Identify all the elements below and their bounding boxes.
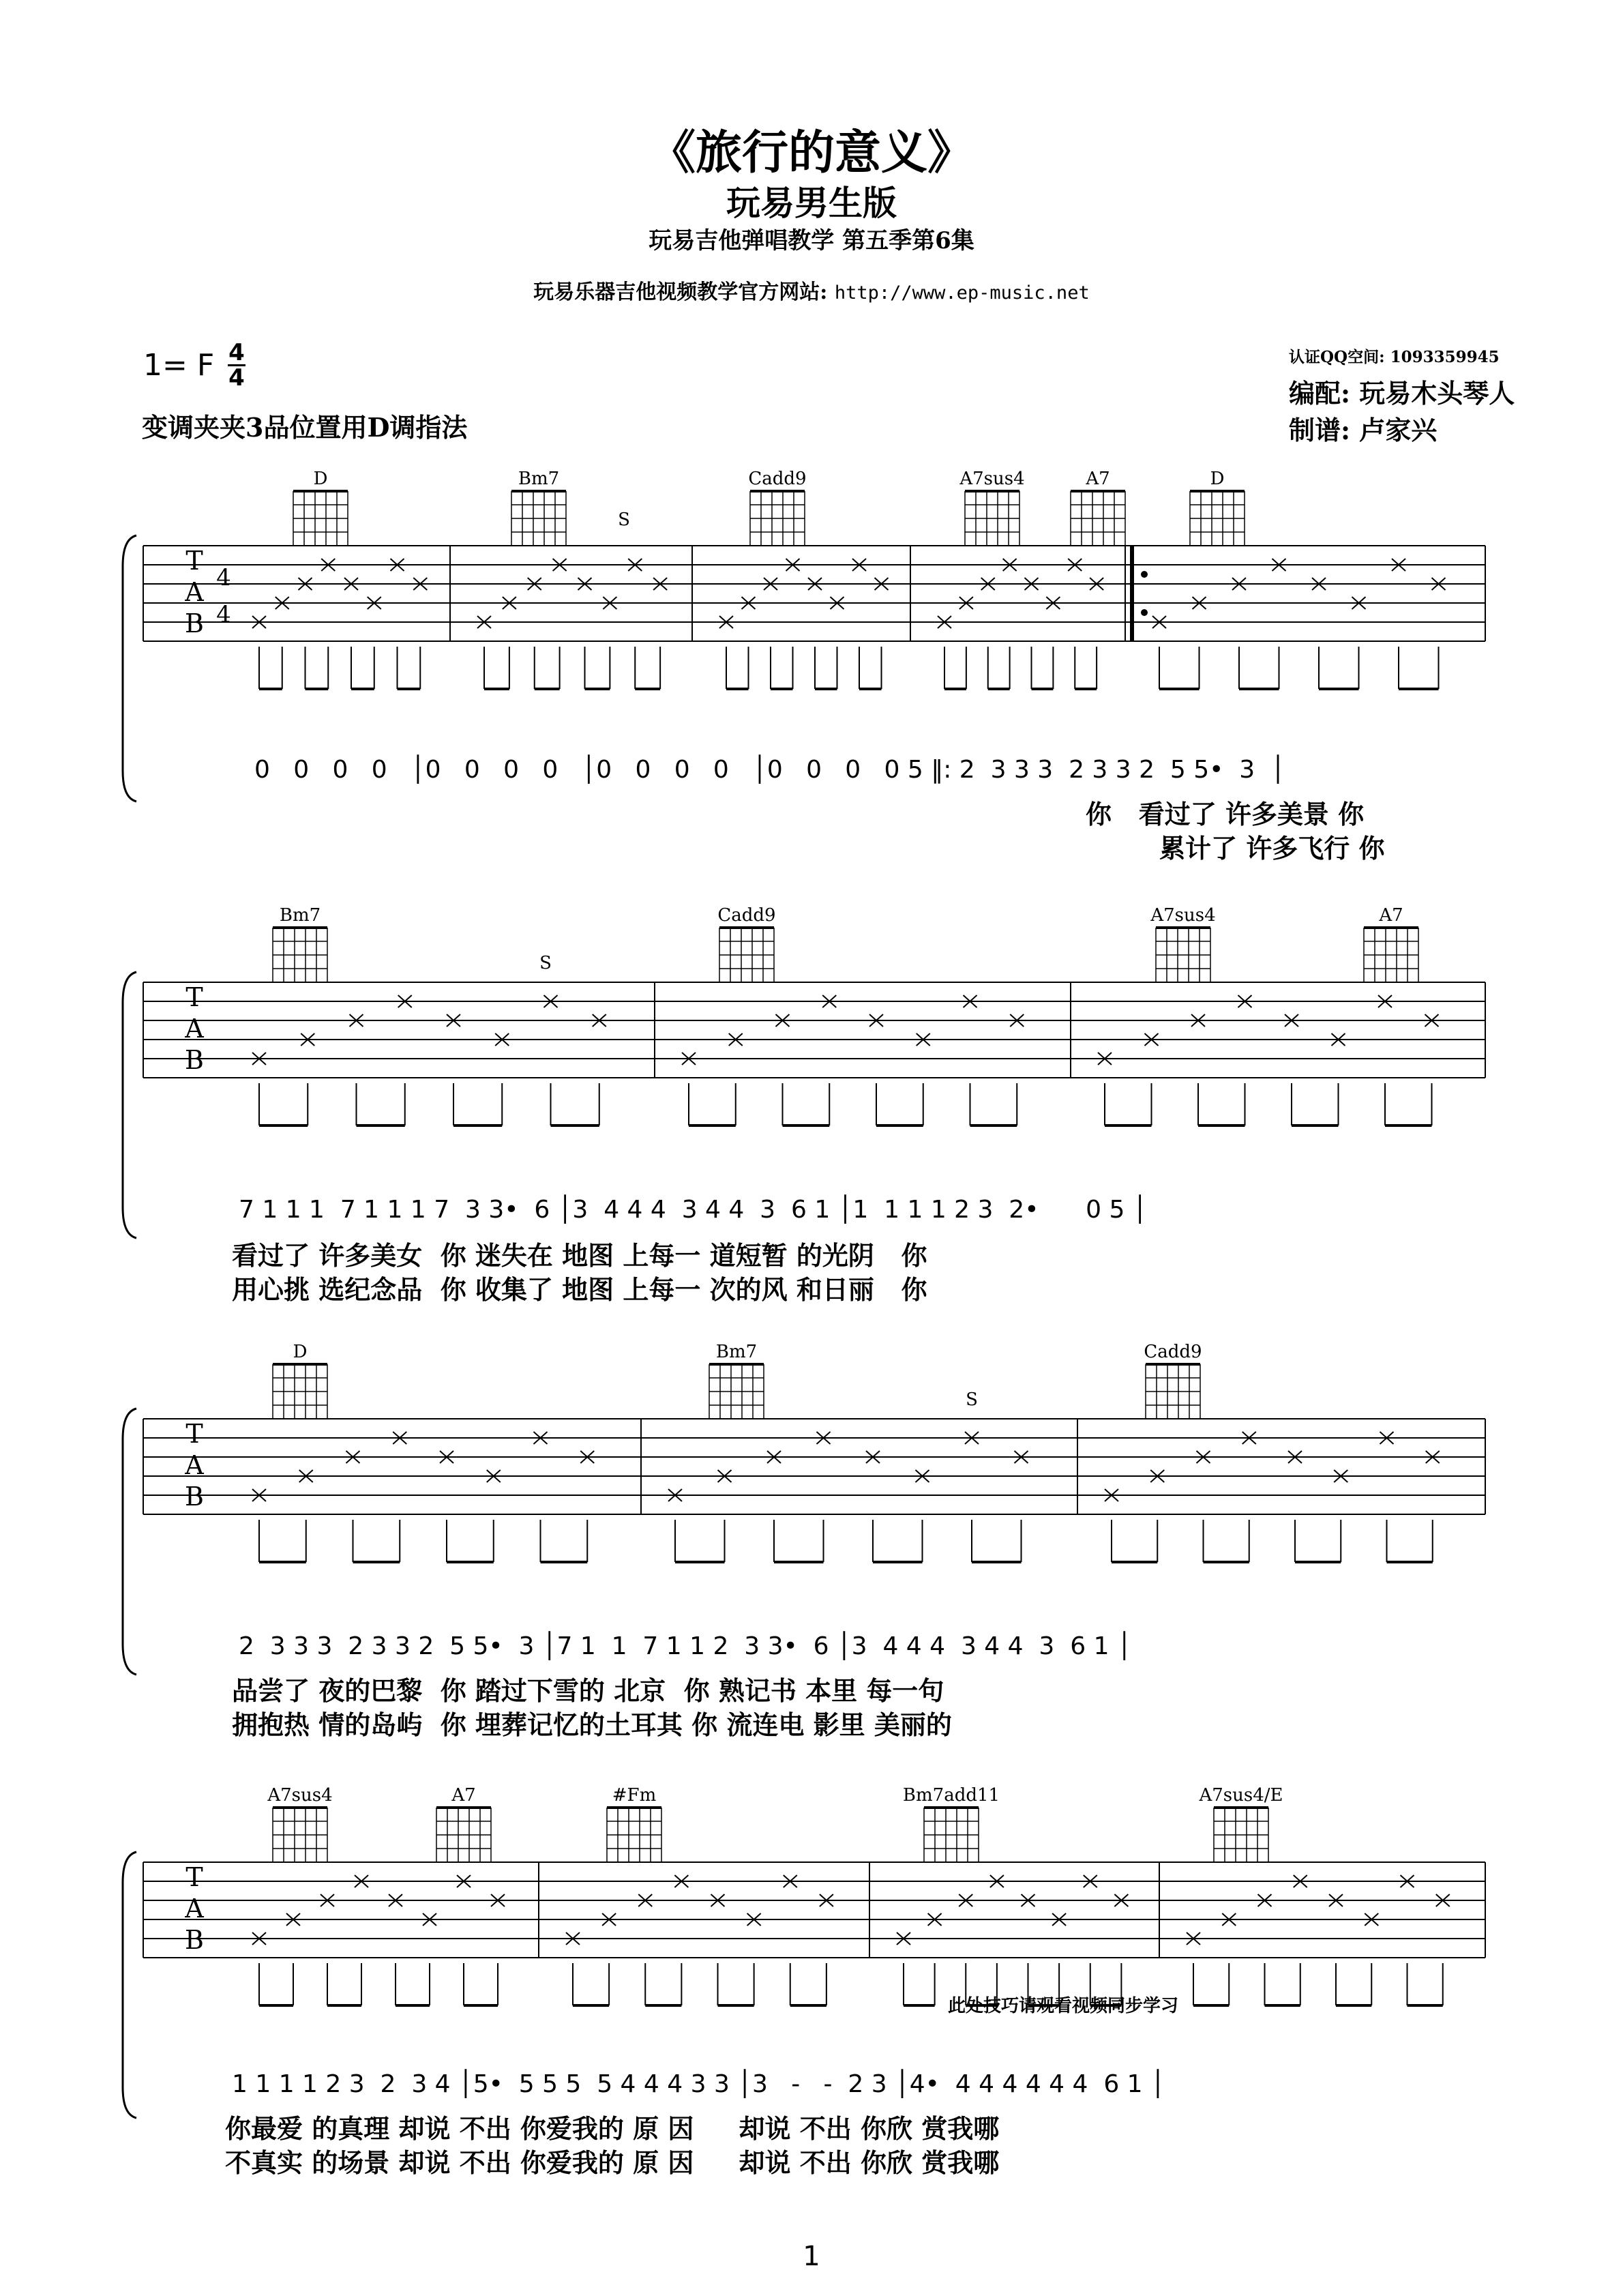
- tab-clef-letter: T: [185, 982, 203, 1012]
- jianpu-line-2: 7 1 1 1 7 1 1 1 7 3 3• 6 │3 4 4 4 3 4 4 3 6 1 │1 1 1 1 2 3 2• 0 5 │: [239, 1196, 1148, 1224]
- key-signature: 1= F: [143, 348, 215, 383]
- system-bracket: [123, 1409, 136, 1675]
- system-bracket: [123, 535, 136, 801]
- chord-name: Bm7: [518, 469, 560, 489]
- chord-name: Cadd9: [1144, 1342, 1202, 1362]
- chord-name: D: [1210, 469, 1225, 489]
- tab-clef-letter: B: [185, 608, 204, 638]
- website-label: 玩易乐器吉他视频教学官方网站:: [533, 280, 835, 304]
- lyric-line-4a: 你最爱 的真理 却说 不出 你爱我的 原 因 却说 不出 你欣 赏我哪: [225, 2113, 1000, 2144]
- qq-info: 认证QQ空间: 1093359945: [1289, 348, 1500, 366]
- repeat-dot: [1141, 609, 1148, 616]
- lyric-line-2a: 看过了 许多美女 你 迷失在 地图 上每一 道短暂 的光阴 你: [232, 1240, 927, 1271]
- lyric-line-4b: 不真实 的场景 却说 不出 你爱我的 原 因 却说 不出 你欣 赏我哪: [225, 2147, 1000, 2178]
- chord-name: A7sus4/E: [1199, 1785, 1283, 1806]
- lyric-line-1b: 累计了 许多飞行 你: [1159, 833, 1385, 864]
- chord-name: #Fm: [612, 1785, 657, 1806]
- tab-clef-letter: B: [185, 1045, 204, 1075]
- tab-clef-letter: A: [185, 1014, 204, 1044]
- chord-name: A7sus4: [959, 469, 1025, 489]
- chord-name: D: [293, 1342, 308, 1362]
- page-number: 1: [803, 2241, 820, 2272]
- repeat-dot: [1141, 571, 1148, 578]
- system-bracket: [123, 1852, 136, 2118]
- tab-clef-letter: A: [185, 1894, 204, 1924]
- jianpu-line-4: 1 1 1 1 2 3 2 3 4 │5• 5 5 5 5 4 4 4 3 3 │3 - - 2 3 │4• 4 4 4 4 4 4 6 1 │: [232, 2070, 1165, 2098]
- tab-clef-letter: T: [185, 1419, 203, 1449]
- technique-marker: S: [539, 953, 552, 973]
- chord-name: A7: [1379, 905, 1403, 926]
- lyric-line-1a: 你 看过了 许多美景 你: [1086, 799, 1365, 829]
- chord-name: A7: [451, 1785, 476, 1806]
- transcriber: 制谱: 卢家兴: [1289, 415, 1438, 445]
- website-url[interactable]: http://www.ep-music.net: [834, 282, 1090, 304]
- chord-name: A7sus4: [1150, 905, 1216, 926]
- tab-clef-letter: A: [185, 1450, 204, 1480]
- technique-note: 此处技巧请观看视频同步学习: [948, 1996, 1179, 2016]
- page-subtitle: 玩易男生版: [726, 183, 897, 223]
- tab-clef-letter: T: [185, 1862, 203, 1892]
- chord-name: Bm7: [279, 905, 321, 926]
- tab-clef-letter: A: [185, 577, 204, 607]
- series-info: 玩易吉他弹唱教学 第五季第6集: [649, 227, 974, 254]
- system-bracket: [123, 972, 136, 1238]
- arranger: 编配: 玩易木头琴人: [1289, 378, 1515, 409]
- capo-instruction: 变调夹夹3品位置用D调指法: [142, 412, 468, 443]
- lyric-line-3b: 拥抱热 情的岛屿 你 埋葬记忆的土耳其 你 流连电 影里 美丽的: [232, 1709, 952, 1740]
- tab-time-sig: 4: [216, 564, 231, 591]
- tab-clef-letter: T: [185, 546, 203, 576]
- technique-marker: S: [966, 1389, 978, 1410]
- chord-name: Cadd9: [748, 469, 807, 489]
- time-sig-top: 4: [228, 339, 245, 366]
- jianpu-line-1: 0 0 0 0 │0 0 0 0 │0 0 0 0 │0 0 0 0 5 ‖: 2 3 3 3 2 3 3 2 5 5• 3 │: [254, 756, 1285, 784]
- chord-name: D: [313, 469, 328, 489]
- chord-name: Bm7add11: [902, 1785, 1000, 1806]
- lyric-line-3a: 品尝了 夜的巴黎 你 踏过下雪的 北京 你 熟记书 本里 每一句: [232, 1675, 944, 1706]
- chord-name: Cadd9: [717, 905, 776, 926]
- lyric-line-2b: 用心挑 选纪念品 你 收集了 地图 上每一 次的风 和日丽 你: [232, 1274, 927, 1305]
- tab-clef-letter: B: [185, 1925, 204, 1955]
- chord-name: Bm7: [715, 1342, 758, 1362]
- technique-marker: S: [618, 510, 630, 530]
- chord-name: A7sus4: [267, 1785, 333, 1806]
- page-title: 《旅行的意义》: [649, 126, 974, 180]
- tab-clef-letter: B: [185, 1482, 204, 1512]
- time-sig-bottom: 4: [228, 364, 245, 392]
- jianpu-line-3: 2 3 3 3 2 3 3 2 5 5• 3 │7 1 1 7 1 1 2 3 3• 6 │3 4 4 4 3 4 4 3 6 1 │: [239, 1632, 1132, 1660]
- tab-time-sig: 4: [216, 601, 231, 628]
- chord-name: A7: [1086, 469, 1110, 489]
